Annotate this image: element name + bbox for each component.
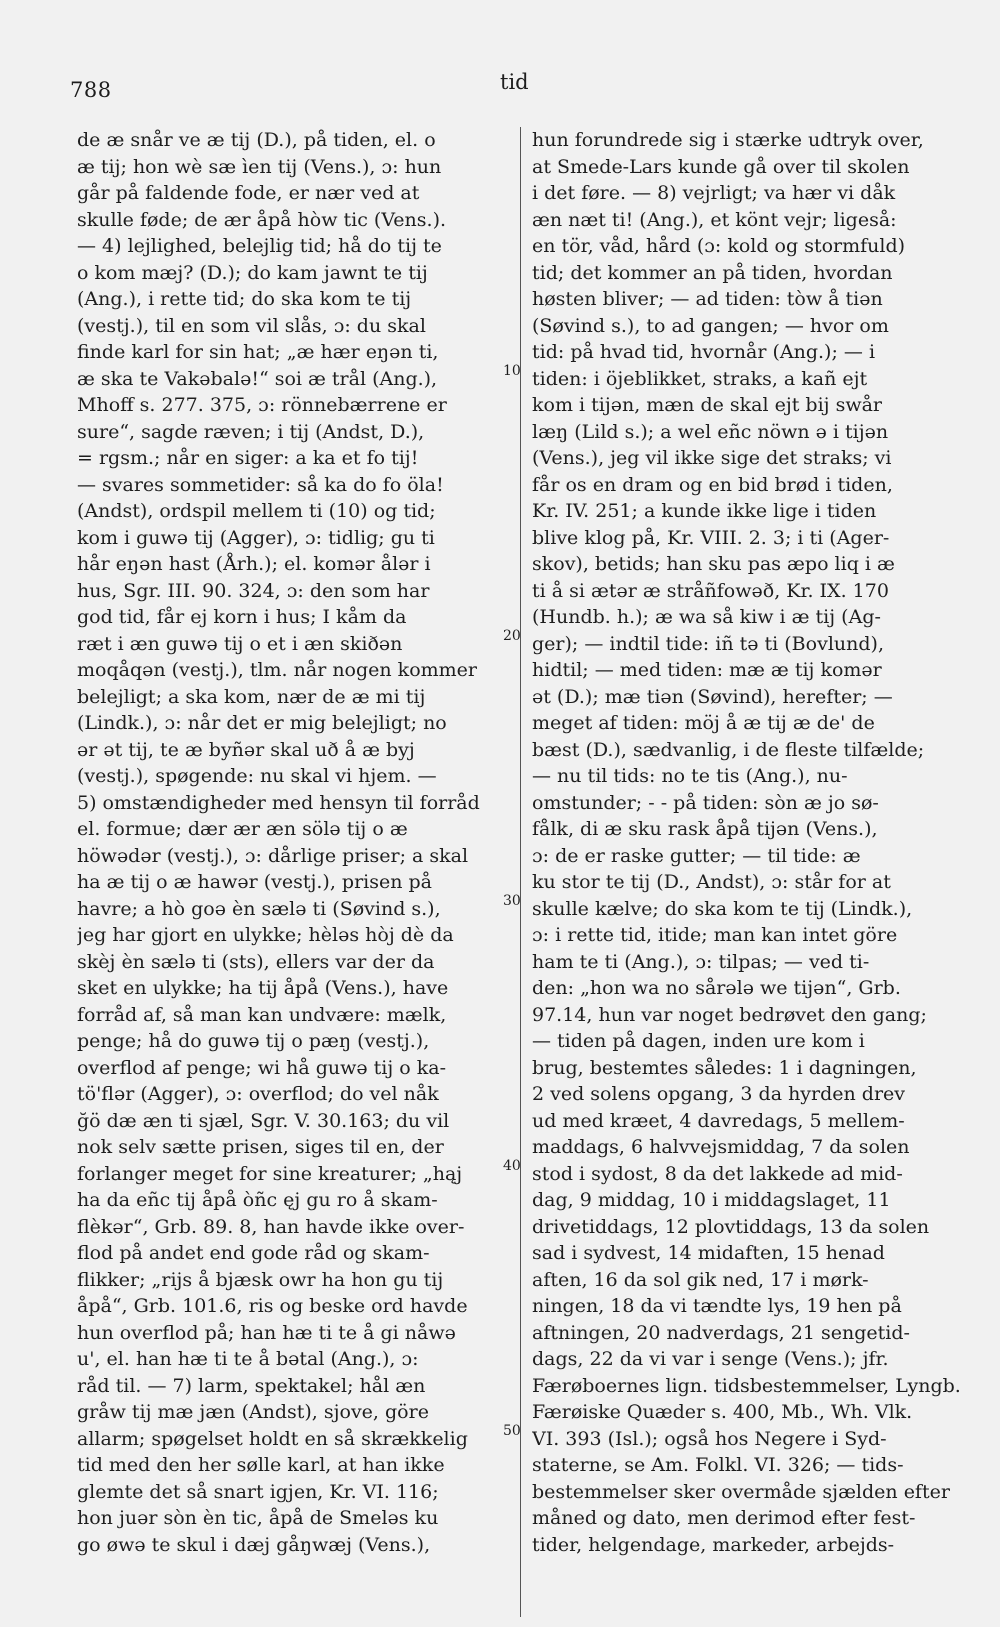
text-line: nok selv sætte prisen, siges til en, der [77, 1136, 444, 1158]
text-line: moqåqən (vestj.), tlm. når nogen kommer [77, 659, 477, 681]
text-line: kom i tijən, mæn de skal ejt bij swår [532, 394, 882, 416]
text-line: skèj èn sælə ti (sts), ellers var der da [77, 950, 435, 973]
text-line: ğö dæ æn ti sjæl, Sgr. V. 30.163; du vil [77, 1109, 450, 1132]
text-line: — 4) lejlighed, belejlig tid; hå do tij te [77, 235, 442, 257]
text-line: æ tij; hon wè sæ ìen tij (Vens.), ɔ: hun [77, 155, 442, 178]
text-line: jeg har gjort en ulykke; hèləs hòj dè da [77, 924, 454, 946]
text-line: drivetiddags, 12 plovtiddags, 13 da solen [532, 1215, 930, 1238]
text-line: gråw tij mæ jæn (Andst), sjove, göre [77, 1401, 429, 1423]
text-line: ɔ: i rette tid, itide; man kan intet göre [532, 924, 898, 946]
text-line: skulle føde; de ær åpå hòw tic (Vens.). [77, 208, 447, 231]
text-line: æn næt ti! (Ang.), et könt vejr; ligeså: [532, 208, 897, 231]
text-line: penge; hå do guwə tij o pæŋ (vestj.), [77, 1030, 430, 1052]
text-line: hidtil; — med tiden: mæ æ tij komər [532, 659, 882, 681]
text-line: hon juər sòn èn tic, åpå de Smeləs ku [77, 1507, 439, 1529]
text-line: (Hundb. h.); æ wa så kiw i æ tij (Ag- [532, 606, 881, 628]
text-line: (Lindk.), ɔ: når det er mig belejligt; no [77, 712, 447, 734]
text-line: den: „hon wa no sårələ we tijən“, Grb. [532, 977, 901, 999]
text-line: brug, bestemtes således: 1 i dagningen, [532, 1056, 917, 1079]
text-line: ti å si ætər æ stråñfowəð, Kr. IX. 170 [532, 579, 889, 602]
text-line: skulle kælve; do ska kom te tij (Lindk.), [532, 897, 913, 920]
text-line: ku stor te tij (D., Andst), ɔ: står for at [532, 871, 891, 893]
text-line: sure“, sagde ræven; i tij (Andst, D.), [77, 420, 425, 443]
left-column [77, 127, 509, 1558]
line-number: 30 [503, 893, 521, 909]
text-line: overflod af penge; wi hå guwə tij o ka- [77, 1056, 447, 1079]
text-line: (vestj.), til en som vil slås, ɔ: du skal [77, 314, 426, 337]
text-line: Færøboernes lign. tidsbestemmelser, Lyngb. [532, 1374, 961, 1397]
right-column [532, 127, 962, 1558]
text-line: at Smede-Lars kunde gå over til skolen [532, 155, 910, 178]
text-line: tö'flər (Agger), ɔ: overflod; do vel nåk [77, 1083, 439, 1105]
line-number: 10 [503, 363, 521, 379]
text-line: går på faldende fode, er nær ved at [77, 182, 420, 204]
text-line: flikker; „rijs å bjæsk owr ha hon gu tij [77, 1268, 444, 1291]
text-line: — nu til tids: no te tis (Ang.), nu- [532, 765, 848, 787]
text-line: tid; det kommer an på tiden, hvordan [532, 261, 893, 284]
text-line: — svares sommetider: så ka do fo öla! [77, 473, 444, 496]
text-line: havre; a hò goə èn sælə ti (Søvind s.), [77, 897, 441, 920]
text-line: glemte det så snart igjen, Kr. VI. 116; [77, 1480, 439, 1503]
text-line: i det føre. — 8) vejrligt; va hær vi dåk [532, 182, 896, 204]
text-line: go øwə te skul i dæj gåŋwæj (Vens.), [77, 1533, 431, 1556]
text-line: hun overflod på; han hæ ti te å gi nåwə [77, 1321, 456, 1344]
text-line: tid: på hvad tid, hvornår (Ang.); — i [532, 341, 876, 363]
running-head: tid [500, 70, 529, 94]
text-line: forråd af, så man kan undvære: mælk, [77, 1003, 447, 1026]
line-number: 20 [503, 628, 521, 644]
text-line: 2 ved solens opgang, 3 da hyrden drev [532, 1083, 906, 1105]
text-line: blive klog på, Kr. VIII. 2. 3; i ti (Ager- [532, 526, 890, 549]
text-line: råd til. — 7) larm, spektakel; hål æn [77, 1374, 426, 1397]
text-line: dag, 9 middag, 10 i middagslaget, 11 [532, 1189, 891, 1211]
text-line: ha æ tij o æ hawər (vestj.), prisen på [77, 871, 432, 893]
text-line: får os en dram og en bid brød i tiden, [532, 473, 893, 496]
text-line: höwədər (vestj.), ɔ: dårlige priser; a skal [77, 844, 469, 867]
text-line: staterne, se Am. Folkl. VI. 326; — tids- [532, 1454, 904, 1476]
text-line: måned og dato, men derimod efter fest- [532, 1507, 916, 1529]
line-number: 50 [503, 1423, 521, 1439]
text-line: sket en ulykke; ha tij åpå (Vens.), have [77, 977, 449, 999]
text-line: ha da eñc tij åpå òñc ęj gu ro å skam- [77, 1189, 438, 1211]
text-line: belejligt; a ska kom, nær de æ mi tij [77, 685, 426, 708]
text-line: ud med kræet, 4 davredags, 5 mellem- [532, 1109, 905, 1132]
text-line: el. formue; dær ær æn sölə tij o æ [77, 818, 408, 840]
text-line: høsten bliver; — ad tiden: tòw å tiən [532, 288, 883, 310]
text-line: ɔ: de er raske gutter; — til tide: æ [532, 844, 861, 867]
text-line: kom i guwə tij (Agger), ɔ: tidlig; gu ti [77, 526, 435, 549]
text-line: o kom mæj? (D.); do kam jawnt te tij [77, 261, 428, 284]
text-line: VI. 393 (Isl.); også hos Negere i Syd- [532, 1427, 887, 1450]
text-line: ər ət tij, te æ byñər skal uð å æ byj [77, 738, 415, 761]
text-line: (Søvind s.), to ad gangen; — hvor om [532, 314, 889, 337]
text-line: ræt i æn guwə tij o et i æn skiðən [77, 632, 403, 655]
text-line: flèkər“, Grb. 89. 8, han havde ikke over- [77, 1215, 465, 1238]
text-line: dags, 22 da vi var i senge (Vens.); jfr. [532, 1348, 889, 1370]
text-line: ger); — indtil tide: iñ tə ti (Bovlund), [532, 632, 884, 655]
text-line: maddags, 6 halvvejsmiddag, 7 da solen [532, 1136, 910, 1158]
text-line: sad i sydvest, 14 midaften, 15 henad [532, 1242, 885, 1264]
text-line: 97.14, hun var noget bedrøvet den gang; [532, 1003, 927, 1026]
text-line: læŋ (Lild s.); a wel eñc nöwn ə i tijən [532, 420, 889, 443]
text-line: ham te ti (Ang.), ɔ: tilpas; — ved ti- [532, 950, 870, 973]
text-line: æ ska te Vakəbalə!“ soi æ trål (Ang.), [77, 367, 438, 390]
text-line: allarm; spøgelset holdt en så skrækkelig [77, 1427, 468, 1450]
text-line: hår eŋən hast (Årh.); el. komər ålər i [77, 553, 431, 575]
text-line: skov), betids; han sku pas æpo liq i æ [532, 553, 895, 575]
text-line: — tiden på dagen, inden ure kom i [532, 1030, 865, 1052]
line-number: 40 [503, 1158, 521, 1174]
text-line: ət (D.); mæ tiən (Søvind), herefter; — [532, 685, 893, 708]
text-line: 5) omstændigheder med hensyn til forråd [77, 791, 480, 814]
text-line: stod i sydost, 8 da det lakkede ad mid- [532, 1162, 903, 1185]
text-line: meget af tiden: möj å æ tij æ de' de [532, 712, 875, 734]
text-line: flod på andet end gode råd og skam- [77, 1242, 430, 1264]
text-line: Kr. IV. 251; a kunde ikke lige i tiden [532, 500, 877, 522]
text-line: forlanger meget for sine kreaturer; „hąj [77, 1162, 463, 1185]
text-line: Mhoff s. 277. 375, ɔ: rönnebærrene er [77, 394, 447, 416]
text-line: en tör, våd, hård (ɔ: kold og stormfuld) [532, 235, 906, 257]
page-number: 788 [70, 78, 112, 102]
text-line: ningen, 18 da vi tændte lys, 19 hen på [532, 1295, 902, 1317]
text-line: (Vens.), jeg vil ikke sige det straks; vi [532, 447, 892, 469]
text-line: fålk, di æ sku rask åpå tijən (Vens.), [532, 818, 878, 840]
text-line: (Ang.), i rette tid; do ska kom te tij [77, 288, 412, 310]
text-line: bestemmelser sker overmåde sjælden efter [532, 1480, 950, 1503]
text-line: bæst (D.), sædvanlig, i de fleste tilfælde; [532, 738, 925, 761]
text-line: åpå“, Grb. 101.6, ris og beske ord havde [77, 1295, 468, 1317]
column-rule [520, 127, 521, 1617]
text-line: god tid, får ej korn i hus; I kåm da [77, 606, 407, 628]
text-line: tiden: i öjeblikket, straks, a kañ ejt [532, 367, 868, 390]
text-line: u', el. han hæ ti te å bətal (Ang.), ɔ: [77, 1348, 419, 1370]
text-line: (vestj.), spøgende: nu skal vi hjem. — [77, 765, 437, 787]
text-line: de æ snår ve æ tij (D.), på tiden, el. o [77, 129, 436, 151]
text-line: tider, helgendage, markeder, arbejds- [532, 1533, 895, 1556]
text-line: finde karl for sin hat; „æ hær eŋən ti, [77, 341, 439, 363]
text-line: aften, 16 da sol gik ned, 17 i mørk- [532, 1268, 869, 1291]
text-line: tid med den her sølle karl, at han ikke [77, 1454, 445, 1476]
text-line: aftningen, 20 nadverdags, 21 sengetid- [532, 1321, 910, 1344]
text-line: Færøiske Quæder s. 400, Mb., Wh. Vlk. [532, 1401, 913, 1423]
text-line: hun forundrede sig i stærke udtryk over, [532, 129, 924, 151]
text-line: = rgsm.; når en siger: a ka et fo tij! [77, 447, 419, 469]
text-line: (Andst), ordspil mellem ti (10) og tid; [77, 500, 436, 522]
text-line: hus, Sgr. III. 90. 324, ɔ: den som har [77, 579, 430, 602]
text-line: omstunder; - - på tiden: sòn æ jo sø- [532, 791, 879, 814]
